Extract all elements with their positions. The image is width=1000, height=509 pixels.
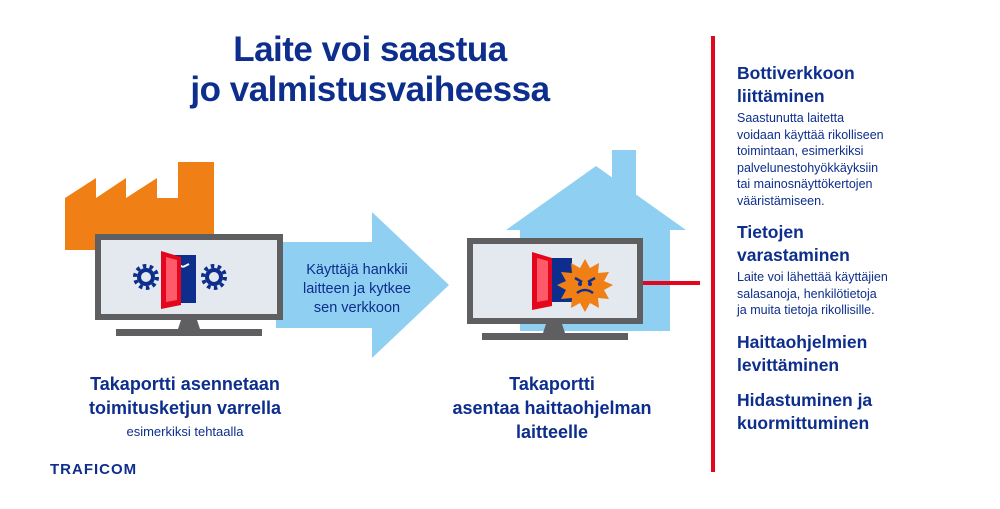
consequence-heading <box>737 221 987 267</box>
heading-line: varastaminen <box>737 245 850 265</box>
right-caption-line-1: Takaportti <box>509 374 595 394</box>
desc-line: salasanoja, henkilötietoja <box>737 286 877 301</box>
right-caption-line-3: laitteelle <box>515 422 589 442</box>
right-caption <box>412 372 692 444</box>
desc-line: Saastunutta laitetta <box>737 111 845 125</box>
heading-line: levittäminen <box>737 354 840 375</box>
heading-line: Bottiverkkoon <box>737 63 855 83</box>
arrow-label-line-1: Käyttäjä hankkii <box>306 262 408 278</box>
consequence-description <box>737 269 987 319</box>
desc-line: Laite voi lähettää käyttäjien <box>737 270 888 284</box>
vertical-divider <box>711 36 715 472</box>
title-line-2: jo valmistusvaiheessa <box>190 70 550 109</box>
desc-line: ja muita tietoja rikollisille. <box>737 303 875 317</box>
consequence-heading <box>737 389 987 435</box>
left-caption-line-1: Takaportti asennetaan <box>90 374 280 394</box>
heading-line: kuormittuminen <box>737 412 870 433</box>
left-caption-line-2: toimitusketjun varrella <box>88 398 282 418</box>
desc-line: vääristämiseen. <box>737 193 825 208</box>
consequence-botnet <box>737 62 987 209</box>
heading-line: liittäminen <box>737 86 825 106</box>
heading-line: Tietojen <box>737 222 804 242</box>
consequence-heading <box>737 331 987 377</box>
title-line-1: Laite voi saastua <box>233 30 507 69</box>
arrow-label-line-2: laitteen ja kytkee <box>302 281 411 297</box>
consequence-slowdown <box>737 389 987 435</box>
consequence-malware-spread <box>737 331 987 377</box>
traficom-logo: TRAFICOM <box>50 461 138 478</box>
right-caption-line-2: asentaa haittaohjelman <box>452 398 652 418</box>
page-title <box>110 30 630 110</box>
desc-line: palvelunestohyökkäyksiin <box>737 160 879 175</box>
connector-line <box>643 281 700 285</box>
left-caption <box>50 372 320 420</box>
arrow-label-line-3: sen verkkoon <box>313 300 401 316</box>
desc-line: toimintaan, esimerkiksi <box>737 144 864 158</box>
open-door-icon <box>161 251 196 309</box>
left-caption-sub: esimerkiksi tehtaalla <box>126 424 244 439</box>
heading-line: Hidastuminen ja <box>737 389 873 410</box>
desc-line: tai mainosnäyttökertojen <box>737 177 873 191</box>
consequence-description <box>737 110 987 209</box>
heading-line: Haittaohjelmien <box>737 331 868 352</box>
consequences-list <box>737 62 987 447</box>
consequence-data-theft <box>737 221 987 319</box>
consequence-heading <box>737 62 987 108</box>
desc-line: voidaan käyttää rikolliseen <box>737 127 884 142</box>
arrow-label <box>282 261 432 318</box>
